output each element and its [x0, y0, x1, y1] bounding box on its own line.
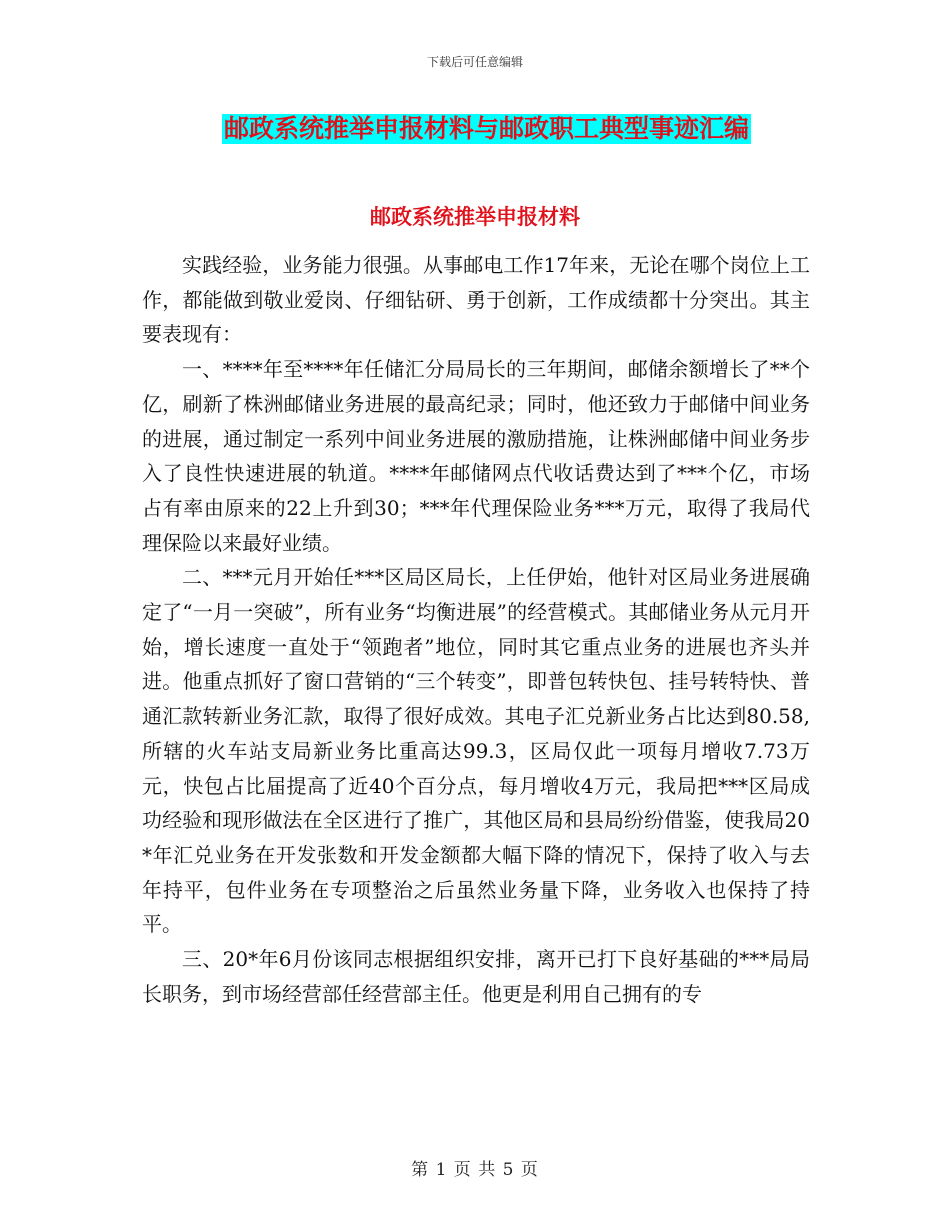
document-title: 邮政系统推举申报材料与邮政职工典型事迹汇编	[224, 114, 750, 143]
page-footer: 第 1 页 共 5 页	[411, 1160, 539, 1180]
section-title: 邮政系统推举申报材料	[370, 204, 580, 229]
paragraph-4: 三、20*年6月份该同志根据组织安排，离开已打下良好基础的***局局长职务，到市场经营部任经营部主任。他更是利用自己拥有的专	[142, 947, 810, 1006]
header-note: 下载后可任意编辑	[426, 55, 523, 69]
paragraph-3: 二、***元月开始任***区局区局长，上任伊始，他针对区局业务进展确定了“一月一突破”，所有业务“均衡进展”的经营模式。其邮储业务从元月开始，增长速度一直处于“领跑者”地位，同时其它重点业务的进展也齐头并进。他重点抓好了窗口营销的“三个转变”，即普包转快包、挂号转特快、普通汇款转新业务汇款，取得了很好成效。其电子汇兑新业务占比达到80.58,所辖的火车站支局新业务比重高达99.3，区局仅此一项每月增收7.73万元，快包占比届提高了近40个百分点，每月增收4万元，我局把***区局成功经验和现形做法在全区进行了推广，其他区局和县局纷纷借鉴，使我局20*年汇兑业务在开发张数和开发金额都大幅下降的情况下，保持了收入与去年持平，包件业务在专项整治之后虽然业务量下降，业务收入也保持了持平。	[142, 565, 810, 937]
document-body	[142, 248, 810, 1011]
paragraph-1: 实践经验，业务能力很强。从事邮电工作17年来，无论在哪个岗位上工作，都能做到敬业爱岗、仔细钻研、勇于创新，工作成绩都十分突出。其主要表现有：	[142, 253, 810, 347]
paragraph-2: 一、****年至****年任储汇分局局长的三年期间，邮储余额增长了**个亿，刷新了株洲邮储业务进展的最高纪录；同时，他还致力于邮储中间业务的进展，通过制定一系列中间业务进展的激励措施，让株洲邮储中间业务步入了良性快速进展的轨道。****年邮储网点代收话费达到了***个亿，市场占有率由原来的22上升到30；***年代理保险业务***万元，取得了我局代理保险以来最好业绩。	[142, 357, 810, 555]
